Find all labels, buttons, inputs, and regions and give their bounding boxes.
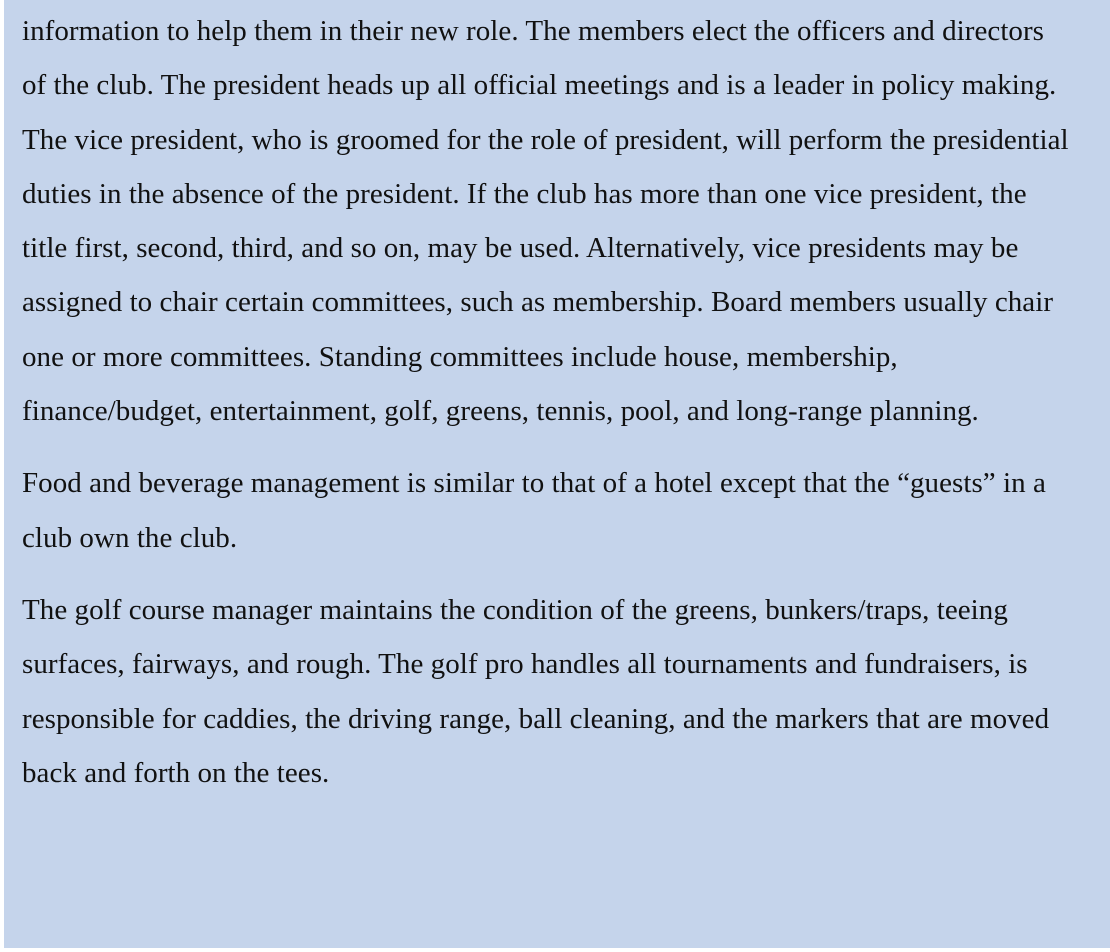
paragraph-club-officers: information to help them in their new role. The members elect the officers and directors of the club. The president heads up all official meetings and is a leader in policy making. The vice president, who is groomed for the role of president, will perform the presidential duties in the absence of the president. If the club has more than one vice president, the title first, second, third, and so on, may be used. Alternatively, vice presidents may be assigned to chair certain committees, such as membership. Board members usually chair one or more committees. Standing committees include house, membership, finance/budget, entertainment, golf, greens, tennis, pool, and long-range planning.: [22, 15, 1069, 428]
paragraph-food-beverage: Food and beverage management is similar to that of a hotel except that the “guests” in a club own the club.: [22, 467, 1046, 554]
text-panel: [4, 0, 1110, 948]
paragraph-golf-course: The golf course manager maintains the condition of the greens, bunkers/traps, teeing surfaces, fairways, and rough. The golf pro handles all tournaments and fundraisers, is responsible for caddies, the driving range, ball cleaning, and the markers that are moved back and forth on the tees.: [22, 593, 1050, 789]
